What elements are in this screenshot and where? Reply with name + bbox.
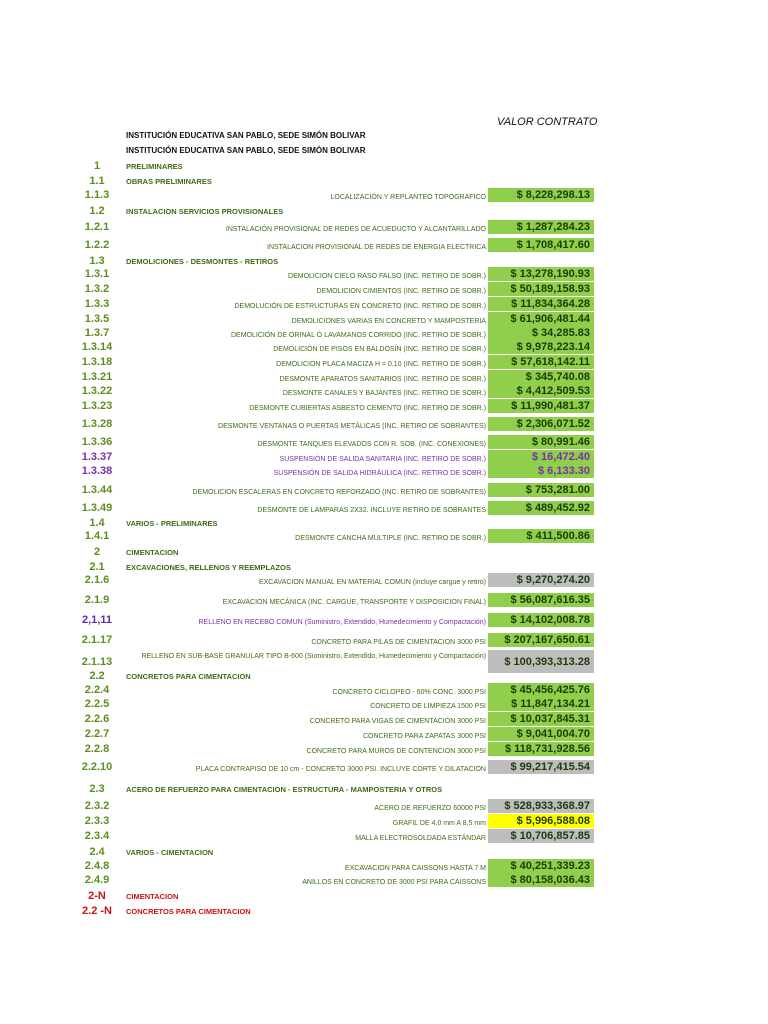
item-number: 1.4.1	[84, 530, 110, 542]
item-description: DESMONTE CUBIERTAS ASBESTO CEMENTO (INC. RETIRO DE SOBR.)	[249, 405, 486, 412]
contract-value-cell: $ 345,740.08	[488, 370, 594, 385]
item-number: 2.4	[89, 846, 105, 858]
item-number: 1.3.49	[81, 502, 113, 514]
contract-value-cell: $ 16,472.40	[488, 450, 594, 465]
section-title: OBRAS PRELIMINARES	[126, 177, 212, 186]
section-title: DEMOLICIONES - DESMONTES - RETIROS	[126, 257, 279, 266]
item-description: EXCAVACION PARA CAISSONS HASTA 7 M	[344, 865, 486, 872]
contract-value-cell: $ 57,618,142.11	[488, 355, 594, 370]
item-number: 2.4.8	[84, 860, 110, 872]
contract-value-cell: $ 11,847,134.21	[488, 697, 594, 712]
item-number: 2.2.6	[84, 713, 110, 725]
institution-title-2: INSTITUCIÓN EDUCATIVA SAN PABLO, SEDE SIMÓN BOLIVAR	[126, 146, 366, 155]
contract-value-cell: $ 99,217,415.54	[488, 760, 594, 775]
item-description: ANILLOS EN CONCRETO DE 3000 PSI PARA CAISSONS	[302, 879, 486, 886]
contract-value-cell: $ 56,087,616.35	[488, 593, 594, 608]
item-number: 2.2.10	[81, 761, 113, 773]
contract-value-cell: $ 6,133.30	[488, 464, 594, 479]
item-number: 2.3.3	[84, 815, 110, 827]
item-description: SUSPENSIÓN DE SALIDA HIDRÁULICA (INC. RETIRO DE SOBR.)	[273, 470, 486, 477]
contract-value-cell: $ 10,706,857.85	[488, 829, 594, 844]
contract-value-cell: $ 9,041,004.70	[488, 727, 594, 742]
section-title: CONCRETOS PARA CIMENTACION	[126, 907, 251, 916]
item-number: 2,1,11	[82, 614, 112, 626]
item-number: 2.1.13	[81, 656, 113, 668]
item-description: CONCRETO DE LIMPIEZA 1500 PSI	[370, 703, 486, 710]
item-number: 2.2 -N	[82, 905, 112, 917]
item-description: DESMONTE VENTANAS O PUERTAS METÁLICAS (INC. RETIRO DE SOBRANTES)	[218, 423, 486, 430]
section-title: EXCAVACIONES, RELLENOS Y REEMPLAZOS	[126, 563, 291, 572]
item-description: DEMOLICION PLACA MACIZA H = 0.10 (INC. RETIRO DE SOBR.)	[276, 361, 486, 368]
item-number: 2.2	[89, 670, 105, 682]
item-description: DEMOLICION CIMIENTOS (INC. RETIRO DE SOBR.)	[316, 288, 486, 295]
section-title: VARIOS - CIMENTACION	[126, 848, 214, 857]
contract-value-cell: $ 50,189,158.93	[488, 282, 594, 297]
contract-value-cell: $ 411,500.86	[488, 529, 594, 544]
contract-value-cell: $ 80,991.46	[488, 435, 594, 450]
section-title: CIMENTACION	[126, 548, 179, 557]
contract-value-cell: $ 753,281.00	[488, 483, 594, 498]
contract-value-cell: $ 9,270,274.20	[488, 573, 594, 588]
item-number: 1.3.23	[81, 400, 113, 412]
item-description: CONCRETO PARA VIGAS DE CIMENTACIÓN 3000 PSI	[309, 718, 486, 725]
contract-value-cell: $ 11,990,481.37	[488, 399, 594, 414]
contract-value-cell: $ 2,306,071.52	[488, 417, 594, 432]
item-description: DESMONTE APARATOS SANITARIOS (INC. RETIRO DE SOBR.)	[279, 376, 486, 383]
item-description: DESMONTE TANQUES ELEVADOS CON R. SOB. (INC. CONEXIONES)	[257, 441, 486, 448]
item-description: EXCAVACION MANUAL EN MATERIAL COMUN (incluye cargue y retiro)	[258, 579, 486, 586]
item-description: DESMONTE DE LAMPARAS 2X32. INCLUYE RETIRO DE SOBRANTES	[257, 507, 486, 514]
item-number: 2.2.5	[84, 698, 110, 710]
item-description: DEMOLICIONES VARIAS EN CONCRETO Y MAMPOSTERIA	[291, 318, 486, 325]
contract-value-cell: $ 14,102,008.78	[488, 613, 594, 628]
item-number: 1.3.21	[81, 371, 113, 383]
contract-value-cell: $ 100,393,313.28	[488, 650, 594, 674]
section-title: CIMENTACION	[126, 892, 179, 901]
contract-value-cell: $ 11,834,364.28	[488, 297, 594, 312]
item-description: CONCRETO CICLOPEO - 60% CONC. 3000 PSI	[332, 689, 486, 696]
item-number: 1.3.2	[84, 283, 110, 295]
item-description: RELLENO EN SUB-BASE GRANULAR TIPO B-600 (Suministro, Extendido, Humedecimiento y Compactación)	[141, 653, 486, 660]
contract-value-cell: $ 10,037,845.31	[488, 712, 594, 727]
item-number: 1.4	[89, 517, 105, 529]
item-number: 2.2.7	[84, 728, 110, 740]
item-number: 1.3.18	[81, 356, 113, 368]
section-title: INSTALACION SERVICIOS PROVISIONALES	[126, 207, 284, 216]
item-description: GRAFIL DE 4,0 mm A 8,5 mm	[392, 820, 486, 827]
item-number: 2-N	[88, 890, 106, 902]
contract-value-cell: $ 8,228,298.13	[488, 188, 594, 203]
item-number: 1.3.37	[81, 451, 113, 463]
item-description: INSTALACIÓN PROVISIONAL DE REDES DE ACUEDUCTO Y ALCANTARILLADO	[225, 226, 486, 233]
item-number: 1.3.44	[81, 484, 113, 496]
item-description: EXCAVACION MECÁNICA (INC. CARGUE, TRANSPORTE Y DISPOSICION FINAL)	[222, 599, 486, 606]
section-title: VARIOS - PRELIMINARES	[126, 519, 218, 528]
item-description: DEMOLICIÓN DE PISOS EN BALDOSÍN (INC. RETIRO DE SOBR.)	[273, 346, 486, 353]
item-number: 2.4.9	[84, 874, 110, 886]
section-title: CONCRETOS PARA CIMENTACION	[126, 672, 251, 681]
contract-value-cell: $ 528,933,368.97	[488, 799, 594, 814]
contract-value-cell: $ 40,251,339.23	[488, 859, 594, 874]
item-number: 1.2.2	[84, 239, 110, 251]
item-number: 2.1.17	[81, 634, 113, 646]
item-number: 1.3.28	[81, 418, 113, 430]
item-description: PLACA CONTRAPISO DE 10 cm - CONCRETO 3000 PSI. INCLUYE CORTE Y DILATACION	[195, 766, 486, 773]
item-number: 1	[93, 160, 101, 172]
item-description: DEMOLICIÓN DE ORINAL Ó LAVAMANOS CORRIDO (INC. RETIRO DE SOBR.)	[230, 332, 486, 339]
contract-value-cell: $ 1,708,417.60	[488, 238, 594, 253]
item-description: SUSPENSIÓN DE SALIDA SANITARIA (INC. RETIRO DE SOBR.)	[279, 456, 486, 463]
item-number: 2.3	[89, 783, 105, 795]
item-description: INSTALACION PROVISIONAL DE REDES DE ENERGIA ELECTRICA	[267, 244, 486, 251]
item-number: 1.3.22	[81, 385, 113, 397]
item-description: DEMOLUCIÓN DE ESTRUCTURAS EN CONCRETO (INC. RETIRO DE SOBR.)	[234, 303, 486, 310]
item-number: 1.3.7	[84, 327, 110, 339]
item-description: CONCRETO PARA MUROS DE CONTENCION 3000 PSI	[306, 748, 486, 755]
item-number: 2.1.9	[84, 594, 110, 606]
item-number: 2.1	[89, 561, 105, 573]
item-number: 1.3.38	[81, 465, 113, 477]
contract-value-cell: $ 45,456,425.76	[488, 683, 594, 698]
item-description: DESMONTE CANALES Y BAJANTES (INC. RETIRO DE SOBR.)	[282, 390, 486, 397]
item-number: 1.3.1	[84, 268, 110, 280]
item-description: DEMOLICION CIELO RASO FALSO (INC. RETIRO DE SOBR.)	[288, 273, 486, 280]
contract-value-cell: $ 34,285.83	[488, 326, 594, 341]
item-description: RELLENO EN RECEBO COMUN (Suministro, Extendido, Humedecimiento y Compactación)	[198, 619, 486, 626]
contract-value-cell: $ 118,731,928.56	[488, 742, 594, 757]
valor-contrato-header: VALOR CONTRATO	[497, 116, 598, 128]
item-number: 1.3.36	[81, 436, 113, 448]
item-number: 2	[93, 546, 101, 558]
item-number: 1.1.3	[84, 189, 110, 201]
contract-value-cell: $ 61,906,481.44	[488, 312, 594, 327]
item-description: DEMOLICION ESCALERAS EN CONCRETO REFORZADO (INC. RETIRO DE SOBRANTES)	[192, 489, 486, 496]
contract-value-cell: $ 1,287,284.23	[488, 220, 594, 235]
item-number: 1.3.14	[81, 341, 113, 353]
contract-value-cell: $ 13,278,190.93	[488, 267, 594, 282]
section-title: ACERO DE REFUERZO PARA CIMENTACION - ESTRUCTURA - MAMPOSTERIA Y OTROS	[126, 785, 443, 794]
contract-value-cell: $ 9,978,223.14	[488, 340, 594, 355]
contract-value-cell: $ 207,167,650.61	[488, 633, 594, 648]
item-number: 1.2.1	[84, 221, 110, 233]
item-number: 2.2.4	[84, 684, 110, 696]
item-description: DESMONTE CANCHA MULTIPLE (INC. RETIRO DE SOBR.)	[295, 535, 486, 542]
item-number: 1.1	[89, 175, 105, 187]
contract-value-cell: $ 80,158,036.43	[488, 873, 594, 888]
item-description: MALLA ELECTROSOLDADA ESTÁNDAR	[355, 835, 486, 842]
contract-value-cell: $ 489,452.92	[488, 501, 594, 516]
item-description: CONCRETO PARA PILAS DE CIMENTACION 3000 PSI	[311, 639, 486, 646]
item-description: CONCRETO PARA ZAPATAS 3000 PSI	[362, 733, 486, 740]
item-description: ACERO DE REFUERZO 60000 PSI	[374, 805, 486, 812]
section-title: PRELIMINARES	[126, 162, 183, 171]
contract-value-cell: $ 4,412,509.53	[488, 384, 594, 399]
item-description: LOCALIZACIÓN Y REPLANTEO TOPOGRAFICO	[330, 194, 486, 201]
item-number: 1.2	[89, 205, 105, 217]
institution-title-1: INSTITUCIÓN EDUCATIVA SAN PABLO, SEDE SIMÓN BOLIVAR	[126, 131, 366, 140]
item-number: 1.3.5	[84, 313, 110, 325]
item-number: 2.3.2	[84, 800, 110, 812]
item-number: 2.1.6	[84, 574, 110, 586]
item-number: 1.3	[89, 255, 105, 267]
item-number: 1.3.3	[84, 298, 110, 310]
item-number: 2.3.4	[84, 830, 110, 842]
contract-value-cell: $ 5,996,588.08	[488, 814, 594, 829]
item-number: 2.2.8	[84, 743, 110, 755]
